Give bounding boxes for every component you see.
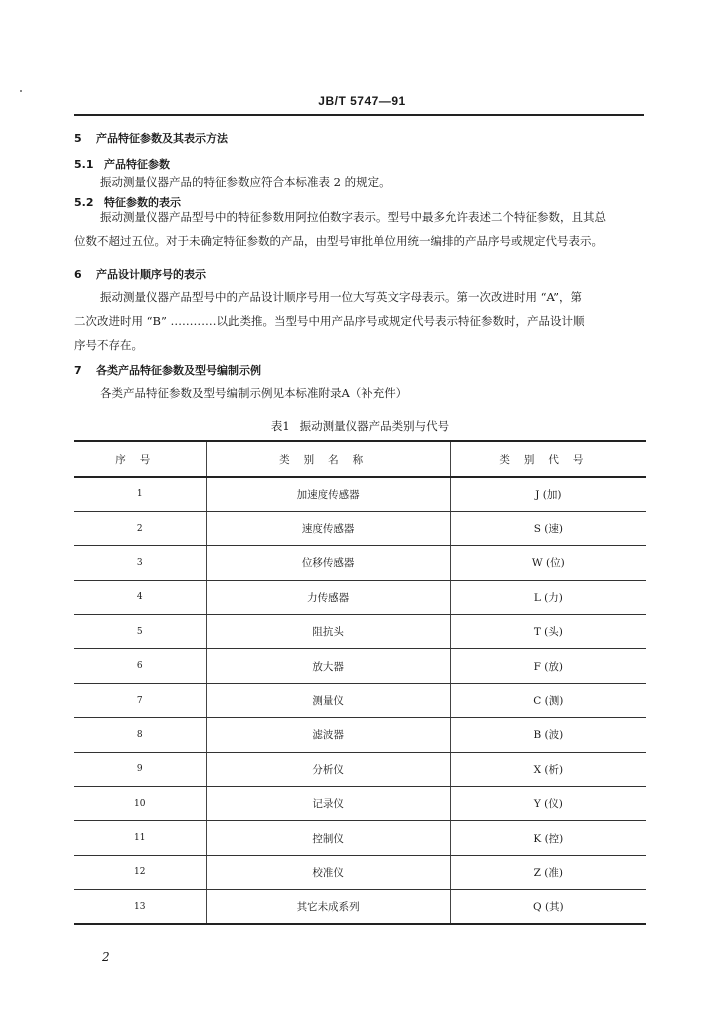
cell-serial-number: 9 xyxy=(74,752,206,786)
cell-serial-number: 8 xyxy=(74,718,206,752)
paragraph-line: 序号不存在。 xyxy=(74,338,143,352)
cell-category-code: K (控) xyxy=(450,821,646,855)
page-number: 2 xyxy=(102,950,110,964)
cell-serial-number: 6 xyxy=(74,649,206,683)
cell-serial-number: 1 xyxy=(74,477,206,511)
cell-serial-number: 5 xyxy=(74,615,206,649)
table-caption xyxy=(74,418,646,434)
paragraph-6 xyxy=(74,285,646,357)
cell-serial-number: 3 xyxy=(74,546,206,580)
section-number: 5.2 xyxy=(74,196,94,209)
cell-serial-number: 12 xyxy=(74,855,206,889)
scan-speck xyxy=(20,90,22,92)
cell-category-name: 阻抗头 xyxy=(206,615,450,649)
cell-category-code: B (波) xyxy=(450,718,646,752)
table-row xyxy=(74,546,646,580)
header-category-name: 类别名称 xyxy=(206,441,450,477)
table-row xyxy=(74,718,646,752)
cell-serial-number: 10 xyxy=(74,787,206,821)
section-number: 7 xyxy=(74,364,82,377)
paragraph-5-1 xyxy=(74,170,646,194)
cell-category-name: 其它未成系列 xyxy=(206,890,450,924)
table-row xyxy=(74,580,646,614)
table-row xyxy=(74,821,646,855)
cell-category-code: F (放) xyxy=(450,649,646,683)
cell-category-code: J (加) xyxy=(450,477,646,511)
cell-category-code: S (速) xyxy=(450,511,646,545)
standard-code: JB/T 5747—91 xyxy=(318,94,406,108)
cell-category-code: L (力) xyxy=(450,580,646,614)
paragraph-line: 振动测量仪器产品型号中的特征参数用阿拉伯数字表示。型号中最多允许表述二个特征参数，且其总 xyxy=(100,210,606,224)
cell-serial-number: 11 xyxy=(74,821,206,855)
header-category-code: 类别代号 xyxy=(450,441,646,477)
cell-category-name: 加速度传感器 xyxy=(206,477,450,511)
header-rule xyxy=(74,114,644,116)
cell-category-code: C (测) xyxy=(450,683,646,717)
cell-category-code: X (析) xyxy=(450,752,646,786)
section-7-heading xyxy=(74,362,261,378)
table-row xyxy=(74,787,646,821)
section-6-heading xyxy=(74,266,206,282)
cell-category-name: 记录仪 xyxy=(206,787,450,821)
section-number: 5.1 xyxy=(74,158,94,171)
cell-category-code: Q (其) xyxy=(450,890,646,924)
header-serial-number: 序号 xyxy=(74,441,206,477)
paragraph-7 xyxy=(74,381,646,405)
section-title: 各类产品特征参数及型号编制示例 xyxy=(96,364,261,377)
cell-category-name: 控制仪 xyxy=(206,821,450,855)
cell-category-name: 滤波器 xyxy=(206,718,450,752)
paragraph-line: 振动测量仪器产品型号中的产品设计顺序号用一位大写英文字母表示。第一次改进时用 “A”，第 xyxy=(100,290,583,304)
table-row xyxy=(74,683,646,717)
section-title: 产品特征参数及其表示方法 xyxy=(96,132,228,145)
table-row xyxy=(74,890,646,924)
cell-category-code: T (头) xyxy=(450,615,646,649)
section-number: 5 xyxy=(74,132,82,145)
cell-serial-number: 4 xyxy=(74,580,206,614)
cell-category-name: 测量仪 xyxy=(206,683,450,717)
cell-serial-number: 2 xyxy=(74,511,206,545)
paragraph-5-2 xyxy=(74,205,646,253)
table-row xyxy=(74,649,646,683)
cell-category-name: 放大器 xyxy=(206,649,450,683)
cell-serial-number: 7 xyxy=(74,683,206,717)
paragraph-line: 振动测量仪器产品的特征参数应符合本标准表 2 的规定。 xyxy=(100,175,391,189)
cell-category-name: 力传感器 xyxy=(206,580,450,614)
section-number: 6 xyxy=(74,268,82,281)
section-title: 产品特征参数 xyxy=(104,158,170,171)
cell-category-name: 速度传感器 xyxy=(206,511,450,545)
table-row xyxy=(74,477,646,511)
table-title: 振动测量仪器产品类别与代号 xyxy=(299,419,450,433)
cell-serial-number: 13 xyxy=(74,890,206,924)
cell-category-name: 位移传感器 xyxy=(206,546,450,580)
cell-category-code: W (位) xyxy=(450,546,646,580)
cell-category-name: 校准仪 xyxy=(206,855,450,889)
table-row xyxy=(74,855,646,889)
cell-category-code: Y (仪) xyxy=(450,787,646,821)
paragraph-line: 位数不超过五位。对于未确定特征参数的产品，由型号审批单位用统一编排的产品序号或规定代号表示。 xyxy=(74,234,603,248)
category-code-table xyxy=(74,440,646,925)
cell-category-name: 分析仪 xyxy=(206,752,450,786)
table-row xyxy=(74,511,646,545)
cell-category-code: Z (准) xyxy=(450,855,646,889)
section-title: 产品设计顺序号的表示 xyxy=(96,268,206,281)
table-row xyxy=(74,615,646,649)
table-number: 表1 xyxy=(270,419,290,433)
section-title: 特征参数的表示 xyxy=(104,196,181,209)
table-header-row xyxy=(74,441,646,477)
paragraph-line: 二次改进时用 “B” …………以此类推。当型号中用产品序号或规定代号表示特征参数时，产品设计顺 xyxy=(74,314,585,328)
table-row xyxy=(74,752,646,786)
paragraph-line: 各类产品特征参数及型号编制示例见本标准附录A（补充件） xyxy=(100,386,408,400)
section-5-heading xyxy=(74,130,228,146)
